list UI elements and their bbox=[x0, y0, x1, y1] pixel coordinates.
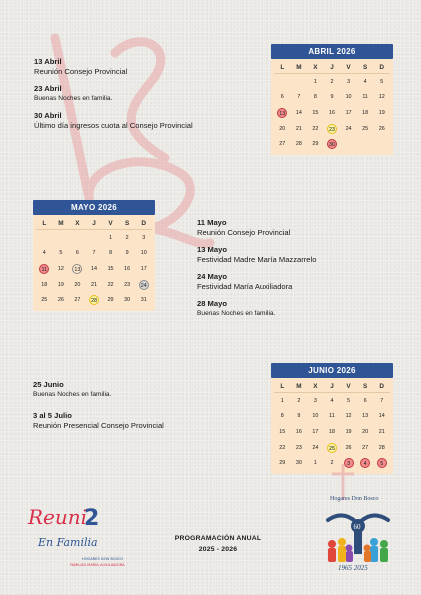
day-number: 11 bbox=[39, 264, 49, 274]
calendar-day bbox=[36, 292, 53, 308]
calendar-day bbox=[324, 424, 341, 440]
calendar-day bbox=[357, 455, 374, 471]
calendar-day bbox=[307, 409, 324, 425]
calendar-day bbox=[86, 230, 103, 246]
day-number: 3 bbox=[347, 78, 351, 85]
svg-text:Reuni: Reuni bbox=[28, 505, 88, 529]
event-date: 3 al 5 Julio bbox=[33, 411, 72, 420]
event-date: 25 Junio bbox=[33, 380, 64, 389]
calendar-day bbox=[291, 409, 308, 425]
calendar-day bbox=[340, 409, 357, 425]
day-number: 23 bbox=[295, 444, 302, 451]
calendar-day bbox=[53, 277, 70, 293]
calendar-day bbox=[36, 246, 53, 262]
calendar-day bbox=[373, 74, 390, 90]
day-number: 2 bbox=[297, 397, 301, 404]
calendar-grid bbox=[33, 215, 155, 311]
calendar-day bbox=[102, 230, 119, 246]
day-number: 19 bbox=[378, 109, 385, 116]
calendar-day bbox=[36, 261, 53, 277]
calendar-day bbox=[291, 136, 308, 152]
weekday-label: S bbox=[119, 217, 136, 230]
calendar-title: MAYO 2026 bbox=[33, 200, 155, 215]
weekday-label: D bbox=[373, 61, 390, 74]
weekday-label: J bbox=[86, 217, 103, 230]
weekday-label: V bbox=[340, 61, 357, 74]
day-number: 21 bbox=[378, 428, 385, 435]
day-number: 14 bbox=[90, 265, 97, 272]
event-date: 11 Mayo bbox=[197, 218, 227, 227]
calendar-day bbox=[324, 393, 341, 409]
calendar-day bbox=[119, 230, 136, 246]
day-number: 23 bbox=[327, 124, 337, 134]
calendar-day bbox=[36, 230, 53, 246]
event-item bbox=[197, 245, 316, 265]
calendar-day bbox=[274, 440, 291, 456]
svg-text:En Familia: En Familia bbox=[38, 536, 98, 549]
day-number: 11 bbox=[329, 413, 335, 420]
may-events bbox=[197, 218, 316, 326]
day-number: 18 bbox=[328, 428, 335, 435]
calendar-day bbox=[86, 261, 103, 277]
event-text: Buenas Noches en familia. bbox=[33, 391, 112, 398]
day-number: 13 bbox=[277, 108, 287, 118]
day-number: 27 bbox=[74, 297, 81, 304]
hogares-don-bosco-60-logo bbox=[318, 492, 398, 574]
weekday-label: V bbox=[102, 217, 119, 230]
day-number bbox=[56, 233, 66, 243]
calendar-day bbox=[324, 121, 341, 137]
day-number: 18 bbox=[41, 281, 48, 288]
event-item bbox=[33, 411, 164, 431]
day-number bbox=[39, 233, 49, 243]
calendar-day bbox=[357, 105, 374, 121]
day-number: 5 bbox=[377, 458, 387, 468]
day-number bbox=[360, 139, 370, 149]
footer-title bbox=[168, 533, 268, 555]
footer-line-1: PROGRAMACIÓN ANUAL bbox=[174, 535, 262, 542]
day-number: 24 bbox=[139, 280, 149, 290]
day-number: 23 bbox=[124, 281, 131, 288]
day-number: 5 bbox=[347, 397, 351, 404]
event-date: 23 Abril bbox=[34, 84, 62, 93]
calendar-day bbox=[340, 136, 357, 152]
calendar-grid bbox=[271, 59, 393, 155]
day-number: 4 bbox=[363, 78, 367, 85]
calendar-day bbox=[373, 409, 390, 425]
day-number: 8 bbox=[109, 250, 113, 257]
day-number bbox=[277, 77, 287, 87]
calendar-day bbox=[324, 440, 341, 456]
calendar-day bbox=[373, 440, 390, 456]
day-number: 25 bbox=[362, 125, 369, 132]
calendar-day bbox=[102, 246, 119, 262]
calendar-day bbox=[291, 393, 308, 409]
weekday-label: J bbox=[324, 380, 341, 393]
day-number: 15 bbox=[107, 265, 114, 272]
day-number: 6 bbox=[280, 94, 284, 101]
calendar-day bbox=[274, 74, 291, 90]
calendar-day bbox=[102, 261, 119, 277]
day-number: 14 bbox=[295, 109, 302, 116]
calendar-day bbox=[291, 455, 308, 471]
calendar-day bbox=[324, 90, 341, 106]
day-number: 11 bbox=[362, 94, 368, 101]
day-number: 9 bbox=[125, 250, 129, 257]
calendar-day bbox=[307, 121, 324, 137]
calendar-day bbox=[307, 105, 324, 121]
weekday-label: S bbox=[357, 61, 374, 74]
calendar-day bbox=[119, 261, 136, 277]
weekday-label: M bbox=[53, 217, 70, 230]
day-number: 17 bbox=[345, 109, 352, 116]
weekday-label: X bbox=[69, 217, 86, 230]
calendar-day bbox=[340, 105, 357, 121]
day-number: 3 bbox=[344, 458, 354, 468]
calendar-day bbox=[69, 230, 86, 246]
day-number: 7 bbox=[380, 397, 384, 404]
calendar-day bbox=[307, 90, 324, 106]
day-number: 28 bbox=[378, 444, 385, 451]
calendar-day bbox=[274, 121, 291, 137]
day-number: 12 bbox=[345, 413, 352, 420]
calendar-day bbox=[373, 455, 390, 471]
calendar-may bbox=[33, 200, 155, 311]
day-number: 8 bbox=[313, 94, 317, 101]
day-number: 28 bbox=[295, 141, 302, 148]
event-item bbox=[197, 218, 316, 238]
calendar-day bbox=[357, 90, 374, 106]
day-number: 8 bbox=[280, 413, 284, 420]
day-number: 29 bbox=[279, 460, 286, 467]
reuni2-logo bbox=[26, 498, 136, 570]
calendar-day bbox=[373, 393, 390, 409]
calendar-day bbox=[373, 136, 390, 152]
day-number: 20 bbox=[279, 125, 286, 132]
svg-text:Hogares Don Bosco: Hogares Don Bosco bbox=[330, 496, 379, 502]
day-number: 19 bbox=[345, 428, 352, 435]
day-number: 10 bbox=[312, 413, 319, 420]
event-text: Último día ingresos cuota al Consejo Provincial bbox=[34, 121, 193, 130]
calendar-day bbox=[274, 424, 291, 440]
weekday-label: X bbox=[307, 380, 324, 393]
calendar-day bbox=[53, 230, 70, 246]
day-number bbox=[72, 233, 82, 243]
day-number: 7 bbox=[92, 250, 96, 257]
day-number: 22 bbox=[312, 125, 319, 132]
calendar-grid bbox=[271, 378, 393, 474]
calendar-day bbox=[307, 393, 324, 409]
weekday-label: J bbox=[324, 61, 341, 74]
calendar-day bbox=[357, 136, 374, 152]
day-number: 2 bbox=[330, 460, 334, 467]
calendar-day bbox=[307, 136, 324, 152]
day-number: 4 bbox=[330, 397, 334, 404]
event-date: 13 Abril bbox=[34, 57, 62, 66]
day-number: 5 bbox=[380, 78, 384, 85]
day-number: 16 bbox=[295, 428, 302, 435]
calendar-day bbox=[340, 393, 357, 409]
day-number: 13 bbox=[362, 413, 369, 420]
day-number: 16 bbox=[328, 109, 335, 116]
day-number: 5 bbox=[59, 250, 63, 257]
event-item bbox=[34, 111, 193, 131]
calendar-day bbox=[291, 90, 308, 106]
day-number: 3 bbox=[142, 234, 146, 241]
calendar-day bbox=[340, 90, 357, 106]
weekday-label: L bbox=[274, 380, 291, 393]
calendar-day bbox=[357, 440, 374, 456]
day-number: 29 bbox=[312, 141, 319, 148]
day-number: 21 bbox=[90, 281, 97, 288]
event-item bbox=[34, 57, 193, 77]
event-item bbox=[197, 272, 316, 292]
calendar-day bbox=[340, 74, 357, 90]
calendar-day bbox=[373, 90, 390, 106]
day-number: 21 bbox=[295, 125, 302, 132]
day-number: 30 bbox=[124, 297, 131, 304]
april-events bbox=[34, 57, 193, 138]
day-number: 15 bbox=[279, 428, 286, 435]
calendar-day bbox=[373, 121, 390, 137]
day-number: 31 bbox=[140, 297, 147, 304]
day-number: 25 bbox=[41, 297, 48, 304]
day-number: 20 bbox=[74, 281, 81, 288]
calendar-day bbox=[53, 261, 70, 277]
calendar-day bbox=[291, 105, 308, 121]
event-date: 13 Mayo bbox=[197, 245, 227, 254]
day-number bbox=[344, 139, 354, 149]
day-number: 4 bbox=[42, 250, 46, 257]
calendar-day bbox=[119, 277, 136, 293]
calendar-day bbox=[340, 424, 357, 440]
day-number: 26 bbox=[57, 297, 64, 304]
day-number: 3 bbox=[313, 397, 317, 404]
day-number: 19 bbox=[57, 281, 64, 288]
event-text: Reunión Consejo Provincial bbox=[34, 67, 128, 76]
calendar-day bbox=[69, 261, 86, 277]
calendar-day bbox=[291, 74, 308, 90]
event-text: Reunión Consejo Provincial bbox=[197, 228, 291, 237]
day-number: 22 bbox=[279, 444, 286, 451]
event-item bbox=[34, 84, 193, 104]
calendar-day bbox=[53, 292, 70, 308]
calendar-day bbox=[274, 136, 291, 152]
day-number: 25 bbox=[327, 443, 337, 453]
day-number: 24 bbox=[312, 444, 319, 451]
day-number: 24 bbox=[345, 125, 352, 132]
calendar-day bbox=[324, 136, 341, 152]
calendar-day bbox=[307, 440, 324, 456]
weekday-label: D bbox=[135, 217, 152, 230]
calendar-day bbox=[291, 424, 308, 440]
day-number: 26 bbox=[345, 444, 352, 451]
calendar-day bbox=[274, 455, 291, 471]
event-date: 28 Mayo bbox=[197, 299, 227, 308]
weekday-label: L bbox=[36, 217, 53, 230]
calendar-day bbox=[135, 292, 152, 308]
event-text: Reunión Presencial Consejo Provincial bbox=[33, 421, 164, 430]
weekday-label: X bbox=[307, 61, 324, 74]
calendar-day bbox=[69, 277, 86, 293]
day-number: 1 bbox=[109, 234, 113, 241]
event-item bbox=[33, 380, 164, 400]
day-number: 2 bbox=[330, 78, 334, 85]
day-number bbox=[89, 233, 99, 243]
day-number: 16 bbox=[124, 265, 131, 272]
day-number: 6 bbox=[75, 250, 79, 257]
weekday-label: M bbox=[291, 61, 308, 74]
calendar-day bbox=[373, 424, 390, 440]
event-date: 24 Mayo bbox=[197, 272, 227, 281]
weekday-label: V bbox=[340, 380, 357, 393]
svg-text:2: 2 bbox=[84, 506, 100, 531]
day-number: 20 bbox=[362, 428, 369, 435]
calendar-day bbox=[86, 277, 103, 293]
calendar-day bbox=[340, 440, 357, 456]
day-number: 14 bbox=[378, 413, 385, 420]
day-number bbox=[377, 139, 387, 149]
calendar-day bbox=[373, 105, 390, 121]
day-number: 9 bbox=[297, 413, 301, 420]
calendar-day bbox=[307, 424, 324, 440]
calendar-day bbox=[340, 121, 357, 137]
svg-text:1965 2025: 1965 2025 bbox=[338, 564, 368, 572]
day-number: 10 bbox=[345, 94, 352, 101]
footer-line-2: 2025 - 2026 bbox=[198, 546, 238, 553]
calendar-day bbox=[135, 277, 152, 293]
calendar-day bbox=[274, 105, 291, 121]
day-number: 1 bbox=[313, 460, 317, 467]
svg-text:FAMILIAS MARÍA AUXILIADORA: FAMILIAS MARÍA AUXILIADORA bbox=[70, 563, 125, 567]
event-text: Buenas Noches en familia. bbox=[197, 310, 276, 317]
day-number: 1 bbox=[280, 397, 284, 404]
calendar-day bbox=[102, 277, 119, 293]
calendar-day bbox=[357, 393, 374, 409]
calendar-day bbox=[274, 393, 291, 409]
calendar-day bbox=[357, 121, 374, 137]
calendar-day bbox=[274, 409, 291, 425]
day-number: 10 bbox=[140, 250, 147, 257]
calendar-day bbox=[86, 246, 103, 262]
day-number: 17 bbox=[140, 265, 147, 272]
calendar-day bbox=[36, 277, 53, 293]
svg-text:60: 60 bbox=[353, 523, 361, 531]
calendar-day bbox=[357, 424, 374, 440]
calendar-day bbox=[135, 230, 152, 246]
june-events bbox=[33, 380, 164, 438]
calendar-day bbox=[291, 121, 308, 137]
day-number: 27 bbox=[362, 444, 369, 451]
event-item bbox=[197, 299, 316, 319]
event-text: Buenas Noches en familia. bbox=[34, 95, 113, 102]
day-number: 22 bbox=[107, 281, 114, 288]
day-number: 2 bbox=[125, 234, 129, 241]
day-number: 12 bbox=[57, 265, 64, 272]
calendar-day bbox=[307, 455, 324, 471]
calendar-title: ABRIL 2026 bbox=[271, 44, 393, 59]
day-number: 9 bbox=[330, 94, 334, 101]
day-number: 15 bbox=[312, 109, 319, 116]
calendar-day bbox=[324, 74, 341, 90]
calendar-day bbox=[324, 409, 341, 425]
event-text: Festividad Madre María Mazzarrelo bbox=[197, 255, 317, 264]
weekday-label: S bbox=[357, 380, 374, 393]
day-number: 7 bbox=[297, 94, 301, 101]
day-number: 27 bbox=[279, 141, 286, 148]
calendar-day bbox=[69, 292, 86, 308]
day-number: 26 bbox=[378, 125, 385, 132]
calendar-day bbox=[53, 246, 70, 262]
day-number: 30 bbox=[327, 139, 337, 149]
calendar-day bbox=[291, 440, 308, 456]
calendar-day bbox=[69, 246, 86, 262]
calendar-day bbox=[135, 246, 152, 262]
day-number: 29 bbox=[107, 297, 114, 304]
calendar-day bbox=[357, 409, 374, 425]
event-date: 30 Abril bbox=[34, 111, 62, 120]
calendar-day bbox=[119, 292, 136, 308]
day-number bbox=[294, 77, 304, 87]
event-text: Festividad María Auxiliadora bbox=[197, 282, 293, 291]
day-number: 13 bbox=[72, 264, 82, 274]
day-number: 28 bbox=[89, 295, 99, 305]
day-number: 18 bbox=[362, 109, 369, 116]
calendar-day bbox=[102, 292, 119, 308]
calendar-june bbox=[271, 363, 393, 474]
calendar-april bbox=[271, 44, 393, 155]
day-number: 4 bbox=[360, 458, 370, 468]
calendar-day bbox=[135, 261, 152, 277]
calendar-day bbox=[119, 246, 136, 262]
day-number: 1 bbox=[313, 78, 317, 85]
weekday-label: L bbox=[274, 61, 291, 74]
calendar-day bbox=[274, 90, 291, 106]
day-number: 12 bbox=[378, 94, 385, 101]
calendar-title: JUNIO 2026 bbox=[271, 363, 393, 378]
day-number: 17 bbox=[312, 428, 319, 435]
day-number: 6 bbox=[363, 397, 367, 404]
calendar-day bbox=[307, 74, 324, 90]
calendar-day bbox=[324, 105, 341, 121]
day-number: 30 bbox=[295, 460, 302, 467]
calendar-day bbox=[86, 292, 103, 308]
weekday-label: D bbox=[373, 380, 390, 393]
weekday-label: M bbox=[291, 380, 308, 393]
calendar-day bbox=[357, 74, 374, 90]
svg-text:HOGARES DON BOSCO: HOGARES DON BOSCO bbox=[82, 557, 124, 561]
